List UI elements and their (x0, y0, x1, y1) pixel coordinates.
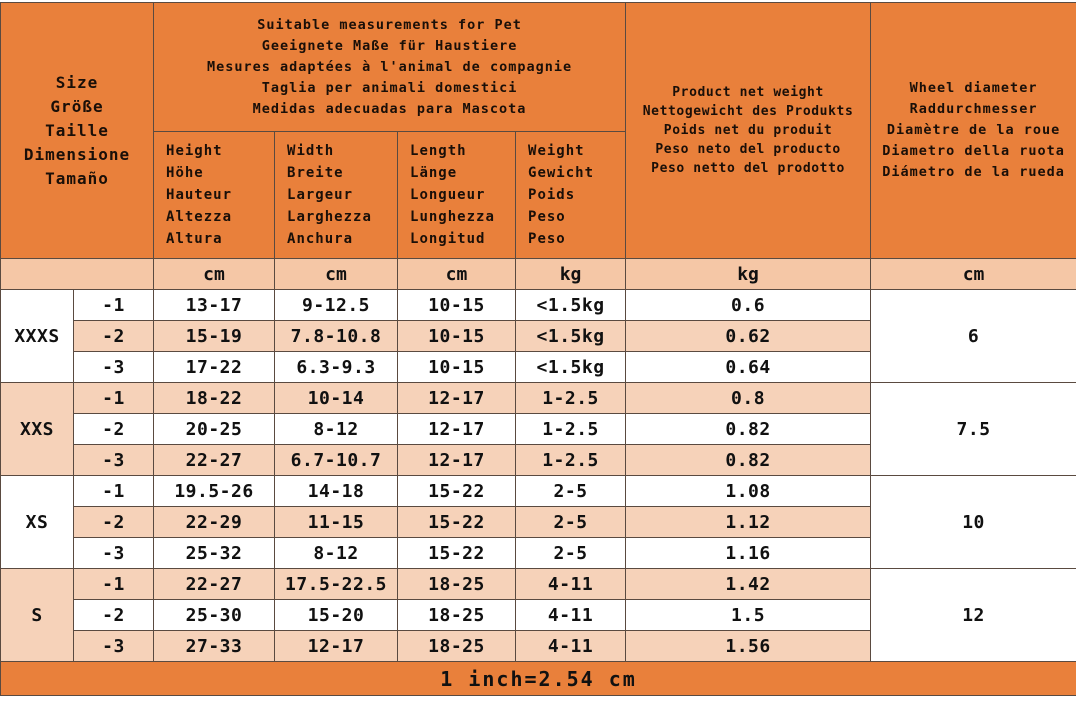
sub-size-cell: -2 (74, 507, 154, 538)
net-cell: 0.82 (626, 414, 871, 445)
height-cell: 20-25 (154, 414, 275, 445)
wheel-diameter-cell: 12 (871, 569, 1076, 662)
header-line: Lunghezza (410, 209, 495, 225)
length-cell: 15-22 (398, 538, 516, 569)
header-line: Länge (410, 165, 458, 181)
length-cell: 12-17 (398, 414, 516, 445)
length-cell: 18-25 (398, 569, 516, 600)
sub-size-cell: -2 (74, 321, 154, 352)
length-cell: 18-25 (398, 631, 516, 662)
net-cell: 1.16 (626, 538, 871, 569)
sub-size-cell: -2 (74, 600, 154, 631)
weight-cell: 2-5 (516, 538, 626, 569)
width-cell: 7.8-10.8 (275, 321, 398, 352)
width-cell: 14-18 (275, 476, 398, 507)
length-cell: 12-17 (398, 383, 516, 414)
sub-size-cell: -3 (74, 538, 154, 569)
net-cell: 0.82 (626, 445, 871, 476)
height-header (154, 132, 275, 259)
unit-height: cm (154, 259, 275, 290)
header-line: Altezza (166, 209, 233, 225)
header-line: Gewicht (528, 165, 595, 181)
wheel-diameter-header (871, 3, 1076, 259)
height-cell: 19.5-26 (154, 476, 275, 507)
header-line: Width (287, 143, 335, 159)
header-line: Poids (528, 187, 576, 203)
width-cell: 8-12 (275, 414, 398, 445)
header-line: Breite (287, 165, 344, 181)
width-cell: 9-12.5 (275, 290, 398, 321)
header-line: Longueur (410, 187, 486, 203)
height-cell: 25-30 (154, 600, 275, 631)
header-line: Mesures adaptées à l'animal de compagnie (206, 58, 573, 75)
width-cell: 15-20 (275, 600, 398, 631)
header-line: Größe (50, 96, 104, 116)
sub-size-cell: -1 (74, 383, 154, 414)
size-header (1, 3, 154, 259)
width-cell: 8-12 (275, 538, 398, 569)
length-header (398, 132, 516, 259)
weight-cell: <1.5kg (516, 290, 626, 321)
header-line: Larghezza (287, 209, 372, 225)
header-line: Medidas adecuadas para Mascota (252, 100, 527, 117)
length-cell: 15-22 (398, 507, 516, 538)
net-cell: 1.42 (626, 569, 871, 600)
net-cell: 1.08 (626, 476, 871, 507)
weight-cell: 4-11 (516, 600, 626, 631)
sub-size-cell: -1 (74, 476, 154, 507)
length-cell: 10-15 (398, 352, 516, 383)
header-line: Peso netto del prodotto (651, 161, 845, 176)
height-cell: 13-17 (154, 290, 275, 321)
net-cell: 1.56 (626, 631, 871, 662)
unit-blank-cell (1, 259, 154, 290)
header-line: Peso (528, 209, 566, 225)
net-cell: 0.64 (626, 352, 871, 383)
unit-length: cm (398, 259, 516, 290)
header-line: Largeur (287, 187, 354, 203)
header-line: Suitable measurements for Pet (257, 16, 522, 33)
length-cell: 10-15 (398, 290, 516, 321)
size-label: XXXS (1, 290, 74, 383)
header-line: Longitud (410, 231, 486, 247)
weight-header (516, 132, 626, 259)
size-label: S (1, 569, 74, 662)
width-cell: 6.3-9.3 (275, 352, 398, 383)
weight-cell: 1-2.5 (516, 445, 626, 476)
net-weight-header (626, 3, 871, 259)
header-line: Wheel diameter (909, 80, 1038, 96)
header-line: Diámetro de la rueda (882, 164, 1065, 180)
header-line: Height (166, 143, 223, 159)
sub-size-cell: -1 (74, 290, 154, 321)
height-cell: 18-22 (154, 383, 275, 414)
length-cell: 10-15 (398, 321, 516, 352)
inch-conversion-footer: 1 inch=2.54 cm (1, 662, 1076, 696)
header-line: Raddurchmesser (909, 101, 1038, 117)
wheel-diameter-cell: 10 (871, 476, 1076, 569)
header-line: Weight (528, 143, 585, 159)
height-cell: 25-32 (154, 538, 275, 569)
net-cell: 1.12 (626, 507, 871, 538)
height-cell: 27-33 (154, 631, 275, 662)
size-chart-table (0, 2, 1076, 696)
header-line: Poids net du produit (663, 123, 833, 138)
header-line: Geeignete Maße für Haustiere (261, 37, 518, 54)
header-line: Diametro della ruota (882, 143, 1065, 159)
width-cell: 10-14 (275, 383, 398, 414)
unit-wheel: cm (871, 259, 1076, 290)
table-row (1, 290, 1076, 321)
width-header (275, 132, 398, 259)
suitable-measurements-header (154, 3, 626, 132)
header-line: Tamaño (45, 168, 109, 188)
sub-size-cell: -3 (74, 445, 154, 476)
unit-net-weight: kg (626, 259, 871, 290)
net-cell: 0.62 (626, 321, 871, 352)
header-line: Taille (45, 120, 109, 140)
table-row (1, 476, 1076, 507)
length-cell: 15-22 (398, 476, 516, 507)
length-cell: 18-25 (398, 600, 516, 631)
width-cell: 11-15 (275, 507, 398, 538)
height-cell: 17-22 (154, 352, 275, 383)
width-cell: 6.7-10.7 (275, 445, 398, 476)
height-cell: 22-29 (154, 507, 275, 538)
sub-size-cell: -3 (74, 352, 154, 383)
weight-cell: 2-5 (516, 476, 626, 507)
header-line: Size (55, 72, 99, 92)
weight-cell: 1-2.5 (516, 414, 626, 445)
weight-cell: 4-11 (516, 631, 626, 662)
height-cell: 15-19 (154, 321, 275, 352)
table-row (1, 569, 1076, 600)
weight-cell: <1.5kg (516, 352, 626, 383)
width-cell: 17.5-22.5 (275, 569, 398, 600)
header-line: Nettogewicht des Produkts (642, 104, 854, 119)
unit-width: cm (275, 259, 398, 290)
header-line: Peso (528, 231, 566, 247)
header-line: Product net weight (672, 85, 824, 100)
weight-cell: 2-5 (516, 507, 626, 538)
weight-cell: <1.5kg (516, 321, 626, 352)
size-label: XXS (1, 383, 74, 476)
sub-size-cell: -1 (74, 569, 154, 600)
sub-size-cell: -3 (74, 631, 154, 662)
weight-cell: 1-2.5 (516, 383, 626, 414)
sub-size-cell: -2 (74, 414, 154, 445)
height-cell: 22-27 (154, 445, 275, 476)
height-cell: 22-27 (154, 569, 275, 600)
wheel-diameter-cell: 7.5 (871, 383, 1076, 476)
header-line: Peso neto del producto (655, 142, 841, 157)
wheel-diameter-cell: 6 (871, 290, 1076, 383)
length-cell: 12-17 (398, 445, 516, 476)
header-line: Anchura (287, 231, 354, 247)
header-line: Altura (166, 231, 223, 247)
net-cell: 0.8 (626, 383, 871, 414)
table-row (1, 383, 1076, 414)
header-line: Diamètre de la roue (886, 122, 1061, 138)
header-line: Dimensione (23, 144, 131, 164)
size-label: XS (1, 476, 74, 569)
header-line: Hauteur (166, 187, 233, 203)
width-cell: 12-17 (275, 631, 398, 662)
unit-weight: kg (516, 259, 626, 290)
net-cell: 0.6 (626, 290, 871, 321)
header-line: Taglia per animali domestici (261, 79, 518, 96)
header-line: Höhe (166, 165, 204, 181)
net-cell: 1.5 (626, 600, 871, 631)
weight-cell: 4-11 (516, 569, 626, 600)
header-line: Length (410, 143, 467, 159)
